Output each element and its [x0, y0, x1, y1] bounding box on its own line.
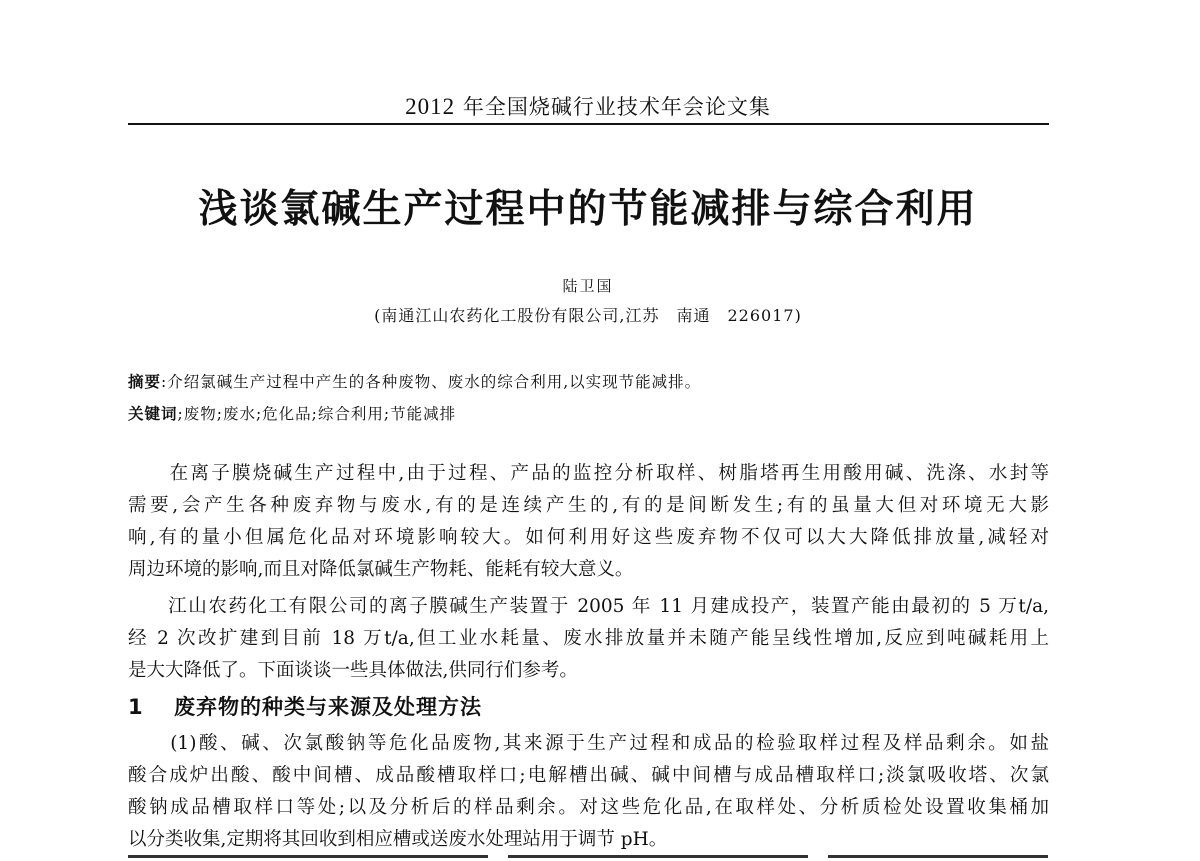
keywords-text: ;废物;废水;危化品;综合利用;节能减排: [177, 405, 457, 423]
section-body-line: 以分类收集,定期将其回收到相应槽或送废水处理站用于调节 pH。: [128, 829, 668, 850]
body-line: 周边环境的影响,而且对降低氯碱生产物耗、能耗有较大意义。: [128, 559, 634, 580]
cut-off-text-fragment: [508, 855, 808, 858]
keywords-label: 关键词: [128, 405, 178, 423]
body-line: 响,有的量小但属危化品对环境影响较大。如何利用好这些废弃物不仅可以大大降低排放量,减轻对: [128, 527, 1049, 548]
section-body-line: (1)酸、碱、次氯酸钠等危化品废物,其来源于生产过程和成品的检验取样过程及样品剩余。如盐: [128, 733, 1049, 754]
cut-off-text-fragment: [828, 855, 1048, 858]
section-heading: [128, 691, 482, 721]
article-title: 浅谈氯碱生产过程中的节能减排与综合利用: [198, 187, 978, 232]
section-body-line: 酸钠成品槽取样口等处;以及分析后的样品剩余。对这些危化品,在取样处、分析质检处设置收集桶加: [128, 797, 1049, 818]
cut-off-text-line: [128, 853, 1049, 861]
author-name: 陆卫国: [562, 277, 614, 295]
body-line: 在离子膜烧碱生产过程中,由于过程、产品的监控分析取样、树脂塔再生用酸用碱、洗涤、水封等: [128, 463, 1049, 484]
header-rule: [128, 123, 1049, 125]
abstract-text: :介绍氯碱生产过程中产生的各种废物、废水的综合利用,以实现节能减排。: [161, 373, 702, 391]
abstract: [128, 370, 1048, 392]
header-year: 2012: [405, 94, 456, 119]
abstract-label: 摘要: [128, 373, 162, 391]
section-number: 1: [128, 695, 144, 719]
section-body-line: 酸合成炉出酸、酸中间槽、成品酸槽取样口;电解槽出碱、碱中间槽与成品槽取样口;淡氯吸收塔、次氯: [128, 765, 1049, 786]
running-header: [128, 91, 1048, 121]
header-running-title: 年全国烧碱行业技术年会论文集: [462, 95, 771, 119]
body-line: 江山农药化工有限公司的离子膜碱生产装置于 2005 年 11 月建成投产，装置产能由最初的 5 万t/a,: [128, 596, 1049, 617]
section-title: 废弃物的种类与来源及处理方法: [174, 695, 482, 719]
cut-off-text-fragment: [128, 855, 488, 858]
author-affiliation: (南通江山农药化工股份有限公司,江苏 南通 226017): [374, 306, 802, 325]
body-line: 是大大降低了。下面谈谈一些具体做法,供同行们参考。: [128, 660, 578, 681]
keywords: [128, 402, 1048, 424]
body-line: 经 2 次改扩建到目前 18 万t/a,但工业水耗量、废水排放量并未随产能呈线性增加,反应到吨碱耗用上: [128, 628, 1049, 649]
body-line: 需要,会产生各种废弃物与废水,有的是连续产生的,有的是间断发生;有的虽量大但对环境无大影: [128, 495, 1049, 516]
